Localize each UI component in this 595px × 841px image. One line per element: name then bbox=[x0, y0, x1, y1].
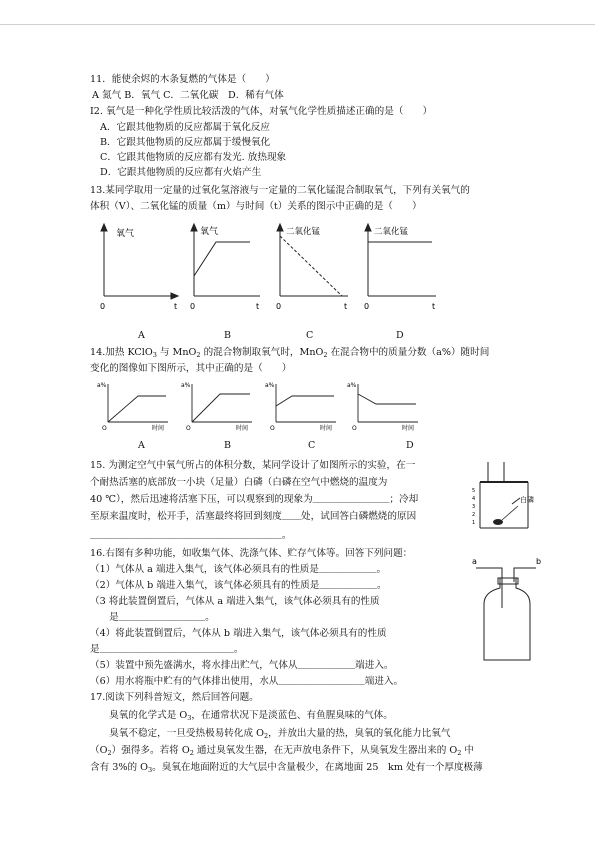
q14-letter-a: A bbox=[138, 440, 145, 451]
q11-stem: 11．能使余烬的木条复燃的气体是（ ） bbox=[90, 74, 275, 85]
q17-title: 17.阅读下列科普短文，然后回答问题。 bbox=[90, 692, 259, 703]
q15-line4: 至原来温度时，松开手，活塞最终将回到刻度＿＿处，试回答白磷燃烧的原因 bbox=[90, 511, 417, 522]
q14-graph-c-xlabel: 时间 bbox=[320, 425, 333, 432]
q14-graph-b-origin: O bbox=[186, 425, 191, 432]
q14-letter-b: B bbox=[224, 440, 231, 451]
q16-part4: （4）将此装置倒置后，气体从 b 端进入集气，该气体必须具有的性质 bbox=[90, 628, 387, 639]
q13-letter-b: B bbox=[224, 330, 231, 341]
white-phosphorus-icon bbox=[493, 519, 503, 525]
q17-paragraph2-line3: 含有 3%的 $O_3$。臭氧在地面附近的大气层中含量极少，在离地面 25 km 处有一个厚度极薄 bbox=[90, 762, 483, 774]
q15-scale-4: 4 bbox=[472, 496, 476, 502]
q14-graph-d-origin: O bbox=[352, 425, 357, 432]
q12-option-b: B．它跟其他物质的反应都属于缓慢氧化 bbox=[100, 137, 271, 148]
q13-graph-c-xend: t bbox=[344, 302, 348, 311]
q14-graph-b-xlabel: 时间 bbox=[236, 425, 249, 432]
q16-part2: （2）气体从 b 端进入集气，该气体必须具有的性质是＿＿＿＿＿＿。 bbox=[90, 580, 387, 591]
q16-port-b: b bbox=[536, 557, 542, 566]
q17-paragraph1: 臭氧的化学式是 $O_3$，在通常状况下是淡蓝色、有鱼腥臭味的气体。 bbox=[90, 710, 393, 722]
q13-graph-b-xend: t bbox=[256, 302, 260, 311]
q13-graph-d-ylabel: 二氧化锰 bbox=[374, 227, 409, 237]
q12-option-c: C．它跟其他物质的反应都有发光. 放热现象 bbox=[100, 152, 287, 163]
q13-graphs bbox=[90, 218, 450, 314]
q13-graph-d-origin: 0 bbox=[364, 302, 370, 311]
q14-graph-c-origin: O bbox=[270, 425, 275, 432]
q14-graph-d-xlabel: 时间 bbox=[402, 425, 415, 432]
q13-letter-a: A bbox=[138, 330, 145, 341]
q15-scale-5: 5 bbox=[472, 488, 476, 494]
q13-stem-line1: 13.某同学取用一定量的过氧化氢溶液与一定量的二氧化锰混合制取氧气，下列有关氧气的 bbox=[90, 185, 470, 196]
q16-part6: （6）用水将瓶中贮有的气体排出使用，水从＿＿＿＿＿＿＿＿＿端进入。 bbox=[90, 676, 404, 687]
q14-graph-d-ylabel: a% bbox=[347, 382, 357, 389]
q13-graph-b-origin: 0 bbox=[190, 302, 196, 311]
q17-paragraph2-line2: $(O_2)$强得多。若将 $O_2$ 通过臭氧发生器，在无声放电条件下，从臭氧发生器出来的 $O_2$ 中 bbox=[90, 745, 475, 757]
q15-line1: 15. 为测定空气中氧气所占的体积分数，某同学设计了如图所示的实验，在一 bbox=[90, 460, 416, 471]
q17-paragraph2-line1: 臭氧不稳定，一旦受热极易转化成 $O_2$，并放出大量的热，臭氧的氧化能力比氧气 bbox=[90, 728, 451, 740]
q14-graph-c-ylabel: a% bbox=[265, 382, 275, 389]
q13-graph-b-ylabel: 氧气 bbox=[200, 227, 219, 237]
q16-part3-cont: 是＿＿＿＿＿＿＿＿＿。 bbox=[90, 612, 215, 623]
q15-line5: ＿＿＿＿＿＿＿＿＿＿＿＿＿＿＿＿＿＿＿＿。 bbox=[90, 530, 292, 541]
q14-graph-d bbox=[358, 384, 418, 422]
q14-graph-c bbox=[276, 384, 336, 422]
q15-line2: 个耐热活塞的底部放一小块（足量）白磷（白磷在空气中燃烧的温度为 bbox=[90, 477, 388, 488]
page-top-rule bbox=[0, 24, 595, 25]
q13-stem-line2: 体积（V）、二氧化锰的质量（m）与时间（t）关系的图示中正确的是（ ） bbox=[90, 201, 422, 212]
q14-letter-c: C bbox=[308, 440, 316, 451]
q12-option-a: A．它跟其他物质的反应都属于氧化反应 bbox=[100, 122, 271, 133]
q14-letter-d: D bbox=[406, 440, 414, 451]
q15-line3: 40 ℃），然后迅速将活塞下压，可以观察到的现象为＿＿＿＿＿＿＿＿；冷却 bbox=[90, 494, 419, 505]
q16-gas-bottle bbox=[470, 552, 550, 667]
q13-graph-c-ylabel: 二氧化锰 bbox=[286, 227, 321, 237]
q14-stem-line1: 14.加热 KClO$_3$ 与 MnO$_2$ 的混合物制取氧气时，MnO$_2$ 在混合物中的质量分数（a%）随时间 bbox=[90, 347, 490, 359]
q14-graph-a-xlabel: 时间 bbox=[152, 425, 165, 432]
q11-options: A 氮气 B．氧气 C．二氧化碳 D．稀有气体 bbox=[92, 90, 284, 101]
q15-scale-3: 3 bbox=[472, 504, 476, 510]
q16-part3: （3 将此装置倒置后，气体从 a 端进入集气，该气体必须具有的性质 bbox=[90, 596, 380, 607]
q12-option-d: D．它跟其他物质的反应都有火焰产生 bbox=[100, 167, 262, 178]
q13-graph-c-origin: 0 bbox=[276, 302, 282, 311]
q16-part5: （5）装置中预先盛满水，将水排出贮气，气体从＿＿＿＿＿＿端进入。 bbox=[90, 660, 394, 671]
q15-scale-1: 1 bbox=[472, 520, 476, 526]
q15-callout-line bbox=[502, 506, 518, 520]
q16-stem: 16.右图有多种功能，如收集气体、洗涤气体、贮存气体等。回答下列问题： bbox=[90, 548, 413, 559]
q16-part4-cont: 是＿＿＿＿＿＿＿＿＿＿＿＿＿＿。 bbox=[90, 644, 244, 655]
q15-callout-label: 白磷 bbox=[520, 496, 534, 504]
q13-graph-a bbox=[101, 224, 178, 299]
q14-graph-b-ylabel: a% bbox=[181, 382, 191, 389]
q13-graph-d-xend: t bbox=[432, 302, 436, 311]
q14-graph-a bbox=[108, 384, 168, 422]
q14-graph-a-ylabel: a% bbox=[97, 382, 107, 389]
q14-stem-line2: 变化的图像如下图所示，其中正确的是（ ） bbox=[90, 363, 292, 374]
q13-graph-a-origin: 0 bbox=[100, 302, 106, 311]
q12-stem: I2. 氧气是一种化学性质比较活泼的气体，对氧气化学性质描述正确的是（ ） bbox=[90, 106, 433, 117]
q13-letter-c: C bbox=[306, 330, 314, 341]
q16-port-a: a bbox=[472, 557, 477, 566]
q14-graphs bbox=[96, 380, 426, 432]
q13-graph-a-ylabel: 氧气 bbox=[116, 229, 135, 239]
q15-scale-2: 2 bbox=[472, 512, 476, 518]
q14-graph-a-origin: O bbox=[102, 425, 107, 432]
q14-graph-b bbox=[192, 384, 252, 422]
q15-piston-apparatus bbox=[458, 458, 548, 534]
q16-part1: （1）气体从 a 端进入集气，该气体必须具有的性质是＿＿＿＿＿＿。 bbox=[90, 564, 387, 575]
q13-graph-a-xend: t bbox=[174, 302, 178, 311]
q13-letter-d: D bbox=[396, 330, 404, 341]
